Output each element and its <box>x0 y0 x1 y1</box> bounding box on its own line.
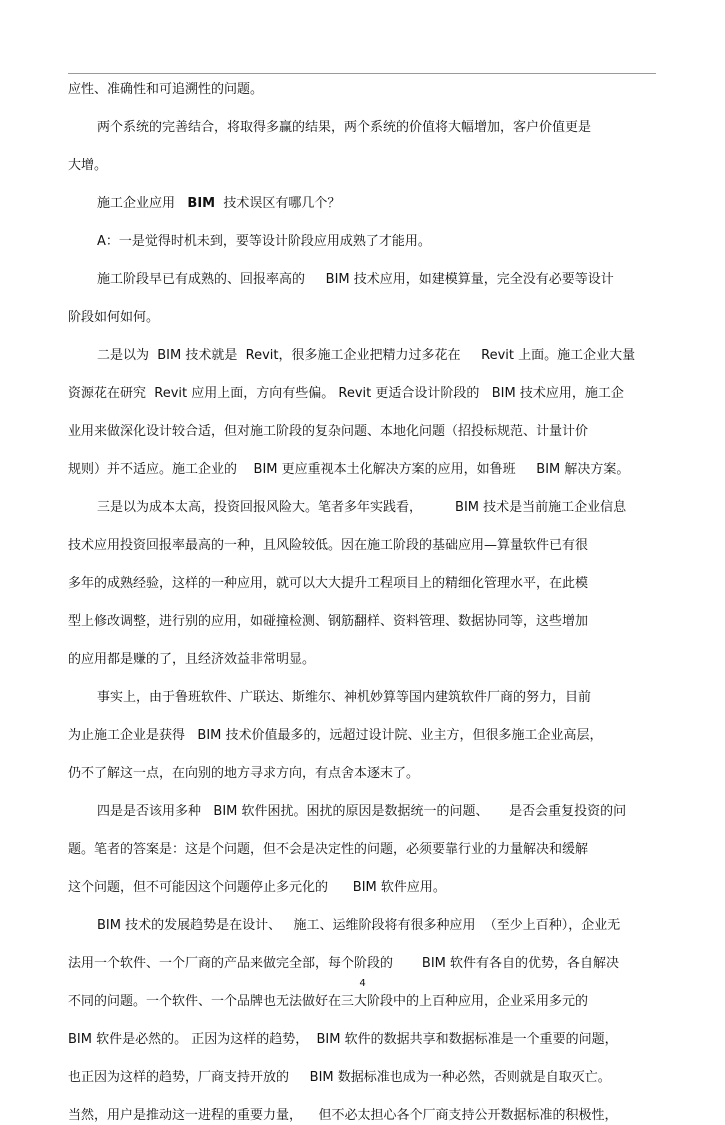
header-rule <box>68 73 656 74</box>
text-line-6: 施工阶段早已有成熟的、回报率高的 BIM 技术应用，如建模算量，完全没有必要等设计 <box>97 272 614 287</box>
line-gap <box>68 99 658 118</box>
line-gap <box>68 137 658 156</box>
line-gap <box>68 555 658 574</box>
text-line-14: 多年的成熟经验，这样的一种应用，就可以大大提升工程项目上的精细化管理水平，在此模 <box>68 576 589 591</box>
line-gap <box>68 327 658 346</box>
text-line-16: 的应用都是赚的了，且经济效益非常明显。 <box>68 652 316 667</box>
text-line-1: 应性、准确性和可追溯性的问题。 <box>68 82 264 97</box>
text-line-5: A：一是觉得时机未到，要等设计阶段应用成熟了才能用。 <box>97 234 431 249</box>
document-body <box>68 80 658 1125</box>
line-gap <box>68 441 658 460</box>
text-line-28: 当然，用户是推动这一进程的重要力量， 但不必太担心各个厂商支持公开数据标准的积极性， <box>68 1108 618 1123</box>
text-line-7: 阶段如何如何。 <box>68 310 160 325</box>
text-line-9: 资源花在研究 Revit 应用上面，方向有些偏。 Revit 更适合设计阶段的 BIM 技术应用，施工企 <box>68 386 624 401</box>
line-gap <box>68 783 658 802</box>
line-gap <box>68 403 658 422</box>
text-line-22: 这个问题，但不可能因这个问题停止多元化的 BIM 软件应用。 <box>68 880 446 895</box>
line-gap <box>68 479 658 498</box>
text-line-17: 事实上，由于鲁班软件、广联达、斯维尔、神机妙算等国内建筑软件厂商的努力，目前 <box>97 690 592 705</box>
text-line-13: 技术应用投资回报率最高的一种，且风险较低。因在施工阶段的基础应用—算量软件已有很 <box>68 538 589 553</box>
line-gap <box>68 1049 658 1068</box>
line-gap <box>68 593 658 612</box>
text-line-25: 不同的问题。一个软件、一个品牌也无法做好在三大阶段中的上百种应用，企业采用多元的 <box>68 994 589 1009</box>
line-gap <box>68 897 658 916</box>
question-heading <box>68 194 658 213</box>
line-gap <box>68 1011 658 1030</box>
text-line-11: 规则）并不适应。施工企业的 BIM 更应重视本土化解决方案的应用，如鲁班 BIM 解决方案。 <box>68 462 630 477</box>
line-gap <box>68 289 658 308</box>
line-gap <box>68 859 658 878</box>
line-gap <box>68 745 658 764</box>
text-line-15: 型上修改调整，进行别的应用，如碰撞检测、钢筋翻样、资料管理、数据协同等，这些增加 <box>68 614 589 629</box>
line-gap <box>68 251 658 270</box>
text-line-23: BIM 技术的发展趋势是在设计、 施工、运维阶段将有很多种应用 （至少上百种），企业无 <box>97 918 621 933</box>
text-line-10: 业用来做深化设计较合适，但对施工阶段的复杂问题、本地化问题（招投标规范、计量计价 <box>68 424 589 439</box>
text-line-27: 也正因为这样的趋势，厂商支持开放的 BIM 数据标准也成为一种必然，否则就是自取灭亡。 <box>68 1070 611 1085</box>
line-gap <box>68 175 658 194</box>
page-number: 4 <box>359 978 366 989</box>
line-gap <box>68 707 658 726</box>
question-prefix: 施工企业应用 <box>97 196 188 211</box>
text-line-26: BIM 软件是必然的。 正因为这样的趋势， BIM 软件的数据共享和数据标准是一个重要的问题， <box>68 1032 618 1047</box>
line-gap <box>68 631 658 650</box>
line-gap <box>68 821 658 840</box>
line-gap <box>68 935 658 954</box>
question-suffix: 技术误区有哪几个？ <box>215 196 341 211</box>
line-gap <box>68 517 658 536</box>
text-line-24: 法用一个软件、一个厂商的产品来做完全部，每个阶段的 BIM 软件有各自的优势，各自解决 <box>68 956 620 971</box>
text-line-3: 大增。 <box>68 158 108 173</box>
line-gap <box>68 365 658 384</box>
line-gap <box>68 1087 658 1106</box>
line-gap <box>68 669 658 688</box>
text-line-12: 三是以为成本太高，投资回报风险大。笔者多年实践看， BIM 技术是当前施工企业信息 <box>97 500 627 515</box>
text-line-18: 为止施工企业是获得 BIM 技术价值最多的，远超过设计院、业主方，但很多施工企业高层， <box>68 728 603 743</box>
text-line-20: 四是是否该用多种 BIM 软件困扰。困扰的原因是数据统一的问题、 是否会重复投资的问 <box>97 804 627 819</box>
text-line-19: 仍不了解这一点，在向别的地方寻求方向，有点舍本逐末了。 <box>68 766 420 781</box>
text-line-8: 二是以为 BIM 技术就是 Revit，很多施工企业把精力过多花在 Revit 上面。施工企业大量 <box>97 348 636 363</box>
text-line-21: 题。笔者的答案是：这是个问题，但不会是决定性的问题，必须要靠行业的力量解决和缓解 <box>68 842 589 857</box>
text-line-2: 两个系统的完善结合，将取得多赢的结果，两个系统的价值将大幅增加，客户价值更是 <box>97 120 592 135</box>
line-gap <box>68 213 658 232</box>
question-bim-bold: BIM <box>187 196 216 211</box>
